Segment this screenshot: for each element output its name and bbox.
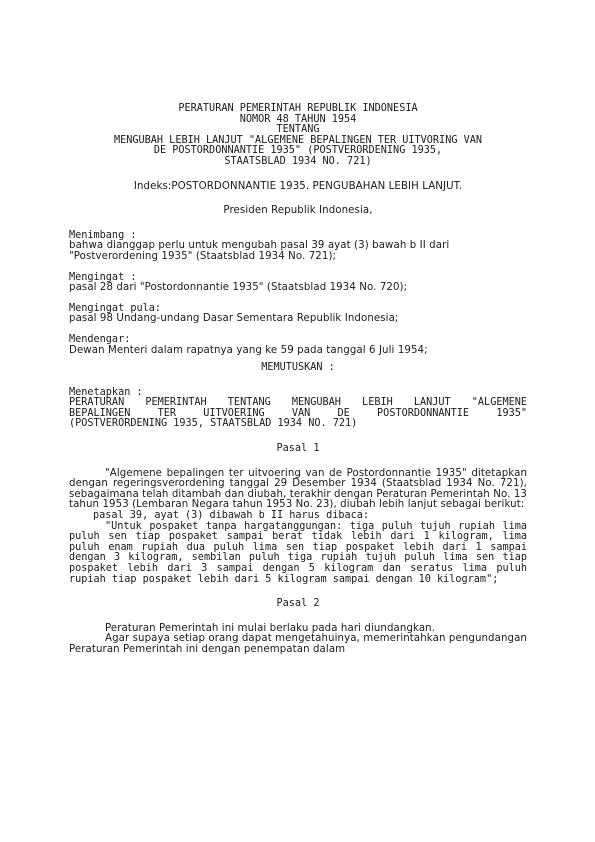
menetapkan-section [69, 388, 527, 430]
mendengar-text: Dewan Menteri dalam rapatnya yang ke 59 pada tanggal 6 Juli 1954; [69, 344, 428, 356]
menetapkan-line-3: (POSTVERORDENING 1935, STAATSBLAD 1934 NO. 721) [69, 418, 358, 430]
menimbang-text: bahwa dianggap perlu untuk mengubah pasal 39 ayat (3) bawah b II dari "Postverordening 1935" (Staatsblad 1934 No. 721); [69, 240, 450, 262]
mendengar-section [69, 335, 527, 356]
menetapkan-line-2: BEPALINGEN TER UITVOERING VAN DE POSTORDONNANTIE 1935" [69, 407, 527, 419]
pasal-2-paragraph-2: Agar supaya setiap orang dapat mengetahuinya, memerintahkan pengundangan Peraturan Pemerintah ini dengan penempatan dalam [69, 633, 527, 655]
mengingat-text: pasal 28 dari "Postordonnantie 1935" (Staatsblad 1934 No. 720); [69, 282, 408, 294]
index-line: Indeks:POSTORDONNANTIE 1935. PENGUBAHAN LEBIH LANJUT. [133, 180, 463, 192]
memutuskan-heading: MEMUTUSKAN : [261, 362, 335, 374]
pasal-1-quote: "Untuk pospaket tanpa hargatanggungan: tiga puluh tujuh rupiah lima puluh sen tiap pospaket sampai berat tidak lebih dari 1 kilogram, lima puluh enam rupiah dua puluh lima sen tiap pospaket lebih dari 1 sampai dengan 3 kilogram, sembilan puluh tiga rupiah tujuh puluh lima sen tiap pospaket lebih dari 3 sampai dengan 5 kilogram dan seratus lima puluh rupiah tiap pospaket lebih dari 5 kilogram sampai dengan 10 kilogram"; [69, 520, 527, 585]
pasal-2-heading: Pasal 2 [276, 598, 320, 610]
menimbang-label: Menimbang : [69, 229, 137, 241]
document-body [69, 104, 527, 656]
mengingat-label: Mengingat : [69, 271, 137, 283]
pasal-1-paragraph: "Algemene bepalingen ter uitvoering van de Postordonnantie 1935" ditetapkan dengan regeringsverordening tanggal 29 Desember 1934 (Staatsblad 1934 No. 721), sebagaimana telah ditambah dan diubah, terakhir dengan Peraturan Pemerintah No. 13 tahun 1953 (Lembaran Negara tahun 1953 No. 23), diubah lebih lanjut sebagai berikut: [69, 467, 527, 511]
mengingat-pula-label: Mengingat pula: [69, 302, 162, 314]
document-header [69, 104, 527, 168]
title-line-1: PERATURAN PEMERINTAH REPUBLIK INDONESIA [178, 103, 418, 114]
menimbang-section [69, 231, 527, 263]
president-line: Presiden Republik Indonesia, [223, 205, 373, 217]
subject-line-3: STAATSBLAD 1934 NO. 721) [224, 155, 372, 167]
title-line-2: NOMOR 48 TAHUN 1954 [239, 113, 357, 125]
pasal-1-clause: pasal 39, ayat (3) dibawah b II harus dibaca: [93, 510, 370, 522]
mengingat-pula-text: pasal 98 Undang-undang Dasar Sementara Republik Indonesia; [69, 313, 399, 325]
menetapkan-line-1: PERATURAN PEMERINTAH TENTANG MENGUBAH LEBIH LANJUT "ALGEMENE [69, 397, 527, 409]
title-line-3: TENTANG [276, 124, 320, 136]
subject-line-1: MENGUBAH LEBIH LANJUT "ALGEMENE BEPALINGEN TER UITVORING VAN [113, 134, 482, 146]
subject-line-2: DE POSTORDONNANTIE 1935" (POSTVERORDENING 1935, [153, 145, 443, 157]
mengingat-pula-section [69, 304, 527, 325]
menetapkan-label: Menetapkan : [69, 386, 143, 398]
mendengar-label: Mendengar: [69, 333, 131, 345]
mengingat-section [69, 273, 527, 294]
pasal-2-paragraph-1: Peraturan Pemerintah ini mulai berlaku pada hari diundangkan. [105, 622, 436, 634]
pasal-1-heading: Pasal 1 [276, 443, 320, 455]
